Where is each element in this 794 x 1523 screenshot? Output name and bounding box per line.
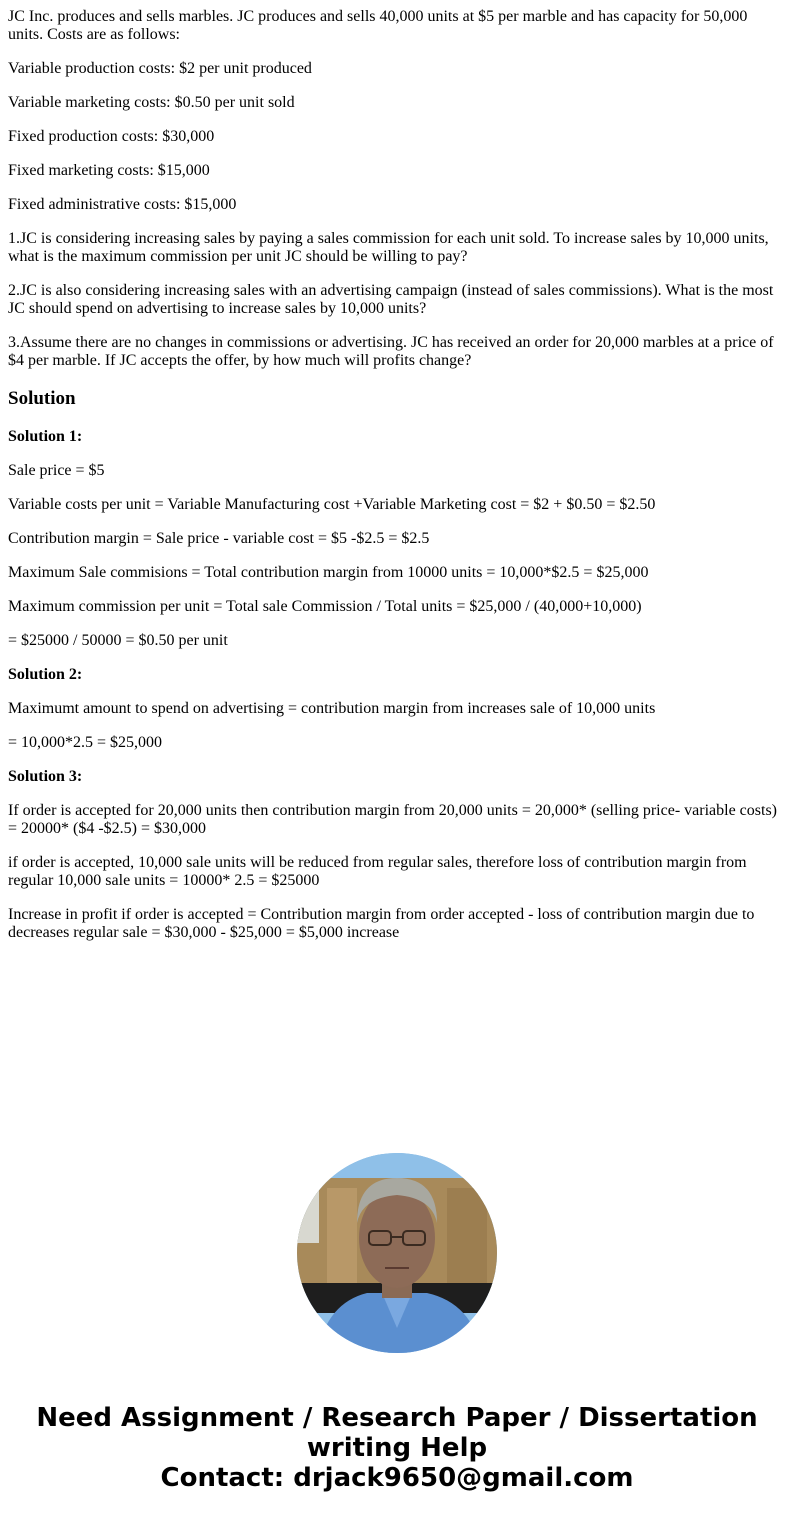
person-portrait-icon — [297, 1153, 497, 1353]
solution-line: Contribution margin = Sale price - variable cost = $5 -$2.5 = $2.5 — [8, 530, 430, 547]
promo-line: Need Assignment / Research Paper / Dissertation — [36, 1403, 758, 1433]
promo-contact: Contact: drjack9650@gmail.com — [160, 1463, 634, 1493]
cost-item: Fixed administrative costs: $15,000 — [8, 196, 237, 213]
cost-item: Variable marketing costs: $0.50 per unit sold — [8, 94, 295, 111]
cost-item: Fixed marketing costs: $15,000 — [8, 162, 210, 179]
author-avatar — [297, 1153, 497, 1353]
cost-item: Variable production costs: $2 per unit produced — [8, 60, 312, 77]
solution-line: = 10,000*2.5 = $25,000 — [8, 734, 163, 751]
solution-3-title: Solution 3: — [8, 768, 83, 785]
question-intro: JC Inc. produces and sells marbles. JC produces and sells 40,000 units at $5 per marble and has capacity for 50,000 units. Costs are as follows: — [8, 8, 748, 43]
solution-line: if order is accepted, 10,000 sale units will be reduced from regular sales, therefore loss of contribution margin from regular 10,000 sale units = 10000* 2.5 = $25000 — [8, 854, 747, 889]
solution-1-title: Solution 1: — [8, 428, 83, 445]
document-content — [8, 8, 786, 958]
solution-line: Maximum Sale commisions = Total contribution margin from 10000 units = 10,000*$2.5 = $25,000 — [8, 564, 649, 581]
question-item: 1.JC is considering increasing sales by paying a sales commission for each unit sold. To increase sales by 10,000 units, what is the maximum commission per unit JC should be willing to pay? — [8, 230, 769, 265]
solution-heading: Solution — [8, 388, 76, 409]
solution-line: If order is accepted for 20,000 units then contribution margin from 20,000 units = 20,000* (selling price- variable costs) = 20000* ($4 -$2.5) = $30,000 — [8, 802, 777, 837]
contact-banner — [0, 1403, 794, 1493]
question-item: 3.Assume there are no changes in commissions or advertising. JC has received an order for 20,000 marbles at a price of $4 per marble. If JC accepts the offer, by how much will profits change? — [8, 334, 774, 369]
question-item: 2.JC is also considering increasing sales with an advertising campaign (instead of sales commissions). What is the most JC should spend on advertising to increase sales by 10,000 units? — [8, 282, 774, 317]
solution-line: Variable costs per unit = Variable Manufacturing cost +Variable Marketing cost = $2 + $0.50 = $2.50 — [8, 496, 656, 513]
solution-line: Increase in profit if order is accepted = Contribution margin from order accepted - loss of contribution margin due to decreases regular sale = $30,000 - $25,000 = $5,000 increase — [8, 906, 755, 941]
solution-line: Maximumt amount to spend on advertising = contribution margin from increases sale of 10,000 units — [8, 700, 656, 717]
solution-line: = $25000 / 50000 = $0.50 per unit — [8, 632, 228, 649]
promo-line: writing Help — [306, 1433, 488, 1463]
solution-2-title: Solution 2: — [8, 666, 83, 683]
solution-line: Sale price = $5 — [8, 462, 105, 479]
solution-line: Maximum commission per unit = Total sale Commission / Total units = $25,000 / (40,000+10,000) — [8, 598, 642, 615]
cost-item: Fixed production costs: $30,000 — [8, 128, 215, 145]
